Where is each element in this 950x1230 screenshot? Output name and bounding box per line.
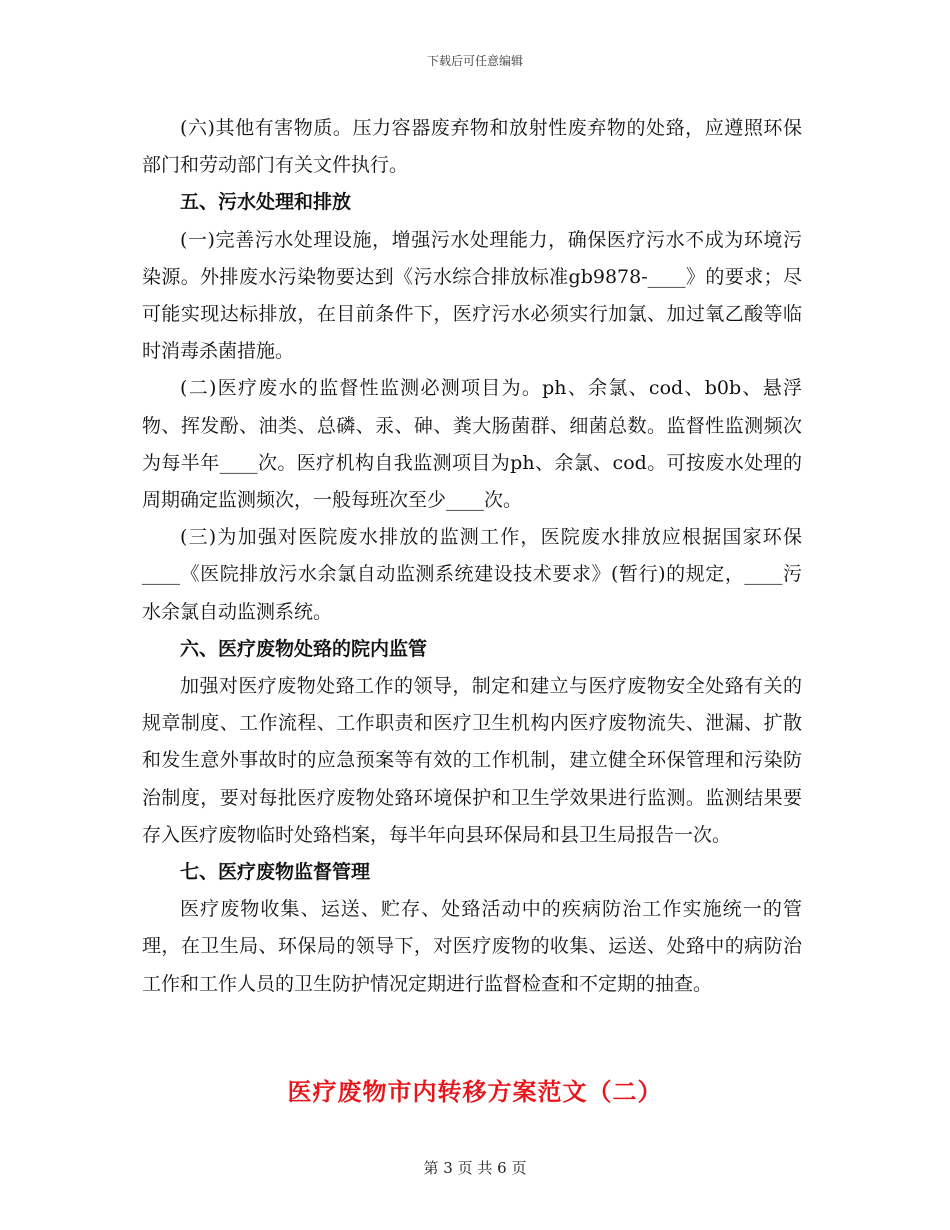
paragraph-chlorine-monitoring: (三)为加强对医院废水排放的监测工作，医院废水排放应根据国家环保____《医院排放污水余氯自动监测系统建设技术要求》(暂行)的规定，____污水余氯自动监测系统。 <box>142 526 802 623</box>
paragraph-internal-supervision: 加强对医疗废物处臵工作的领导，制定和建立与医疗废物安全处臵有关的规章制度、工作流程、工作职责和医疗卫生机构内医疗废物流失、泄漏、扩散和发生意外事故时的应急预案等有效的工作机制，建立健全环保管理和污染防治制度，要对每批医疗废物处臵环境保护和卫生学效果进行监测。监测结果要存入医疗废物临时处臵档案，每半年向县环保局和县卫生局报告一次。 <box>142 675 802 846</box>
heading-waste-supervision: 七、医疗废物监督管理 <box>180 861 371 884</box>
paragraph-waste-supervision: 医疗废物收集、运送、贮存、处臵活动中的疾病防治工作实施统一的管理，在卫生局、环保局的领导下，对医疗废物的收集、运送、处臵中的病防治工作和工作人员的卫生防护情况定期进行监督检查和不定期的抽查。 <box>142 898 802 995</box>
paragraph-wastewater-monitoring: (二)医疗废水的监督性监测必测项目为。ph、余氯、cod、b0b、悬浮物、挥发酚、油类、总磷、汞、砷、粪大肠菌群、细菌总数。监督性监测频次为每半年____次。医疗机构自我监测项目为ph、余氯、cod。可按废水处理的周期确定监测频次，一般每班次至少____次。 <box>142 377 802 512</box>
heading-internal-supervision: 六、医疗废物处臵的院内监管 <box>180 637 428 660</box>
section-title: 医疗废物市内转移方案范文（二） <box>287 1077 663 1106</box>
page-header: 下载后可任意编辑 <box>426 54 523 68</box>
heading-sewage: 五、污水处理和排放 <box>180 191 352 214</box>
paragraph-sewage-facilities: (一)完善污水处理设施，增强污水处理能力，确保医疗污水不成为环境污染源。外排废水污染物要达到《污水综合排放标准gb9878-____》的要求；尽可能实现达标排放，在目前条件下，医疗污水必须实行加氯、加过氧乙酸等临时消毒杀菌措施。 <box>142 228 802 363</box>
document-body <box>142 110 802 1003</box>
page-number: 第 3 页 共 6 页 <box>423 1159 527 1177</box>
paragraph-other-hazards: (六)其他有害物质。压力容器废弃物和放射性废弃物的处臵，应遵照环保部门和劳动部门有关文件执行。 <box>142 117 802 177</box>
